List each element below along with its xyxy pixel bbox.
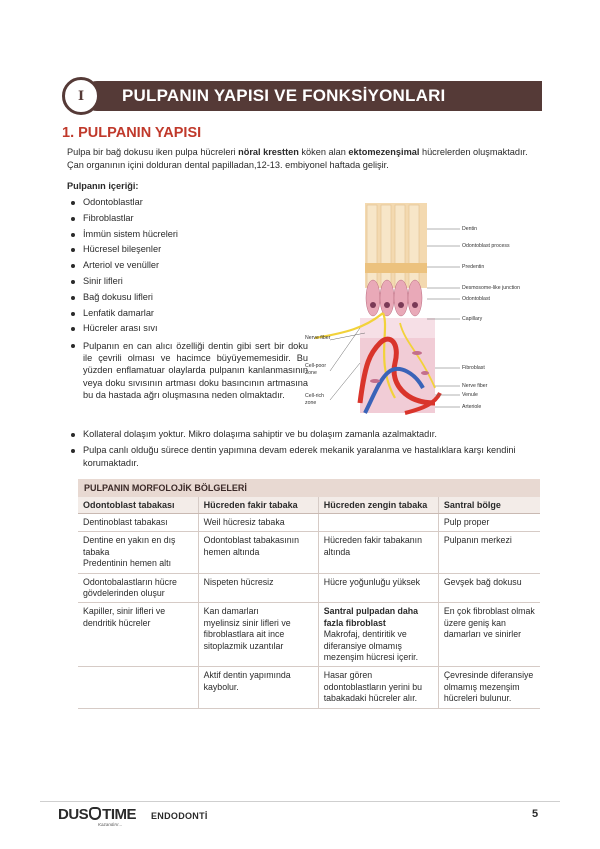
table-cell xyxy=(78,667,198,708)
diagram-label-capillary: Capillary xyxy=(462,316,483,322)
section-title: 1. PULPANIN YAPISI xyxy=(62,125,202,141)
bullet-dentin-production: Pulpa canlı olduğu sürece dentin yapımına devam ederek mekanik yaralanma ve hastalıklara karşı kendini korumaktadır. xyxy=(70,444,550,470)
pulp-diagram xyxy=(305,203,545,418)
table-row xyxy=(78,514,540,532)
diagram-label-cell-rich: Cell-rich xyxy=(305,393,325,399)
footer-subject: ENDODONTİ xyxy=(151,811,208,821)
table-cell: Dentine en yakın en dış tabaka Predentinin hemen altı xyxy=(78,532,198,573)
table-header: Santral bölge xyxy=(438,497,540,514)
list-item: Bağ dokusu lifleri xyxy=(70,290,300,306)
table-cell: Odontoblast tabakasının hemen altında xyxy=(198,532,318,573)
table-cell: Nispeten hücresiz xyxy=(198,573,318,603)
list-item: İmmün sistem hücreleri xyxy=(70,227,300,243)
diagram-label-cell-rich-zone: zone xyxy=(305,400,317,406)
table-cell: Pulp proper xyxy=(438,514,540,532)
logo-text-time: TIME xyxy=(102,806,137,823)
diagram-label-fibroblast: Fibroblast xyxy=(462,365,485,371)
list-item: Lenfatik damarlar xyxy=(70,306,300,322)
table-header: Hücreden zengin tabaka xyxy=(318,497,438,514)
diagram-label-cell-poor-zone: Zone xyxy=(305,370,317,376)
list-item: Hücresel bileşenler xyxy=(70,242,300,258)
table-row xyxy=(78,532,540,573)
list-item: Arteriol ve venüller xyxy=(70,258,300,274)
table-cell: Dentinoblast tabakası xyxy=(78,514,198,532)
chapter-title: PULPANIN YAPISI VE FONKSİYONLARI xyxy=(122,86,446,105)
table-cell: Kan damarları myelinsiz sinir lifleri ve fibroblastlara ait ince sitoplazmik uzantılar xyxy=(198,603,318,667)
logo-tagline: Kazandırır... xyxy=(98,822,123,827)
bullet-collateral: Kollateral dolaşım yoktur. Mikro dolaşıma sahiptir ve bu dolaşım zamanla azalmaktadır. xyxy=(70,428,550,441)
logo-text-dus: DUS xyxy=(58,806,89,823)
contents-title: Pulpanın içeriği: xyxy=(67,181,139,191)
table-cell: Odontobalastların hücre gövdelerinden oluşur xyxy=(78,573,198,603)
footer-divider xyxy=(40,801,560,802)
list-item: Hücreler arası sıvı xyxy=(70,321,300,337)
list-item: Sinir lifleri xyxy=(70,274,300,290)
diagram-label-nerve-fiber-right: Nerve fiber xyxy=(462,383,488,389)
table-cell: Hasar gören odontoblastların yerini bu tabakadaki hücreler alır. xyxy=(318,667,438,708)
contents-list xyxy=(70,195,300,337)
table-cell: Hücre yoğunluğu yüksek xyxy=(318,573,438,603)
pulp-diagram-illustration xyxy=(305,203,545,418)
table-cell: Hücreden fakir tabakanın altında xyxy=(318,532,438,573)
table-cell: Gevşek bağ dokusu xyxy=(438,573,540,603)
morphology-table xyxy=(78,479,540,709)
table-row xyxy=(78,573,540,603)
table-grid xyxy=(78,497,540,709)
table-cell: En çok fibroblast olmak üzere geniş kan damarları ve sinirler xyxy=(438,603,540,667)
tooth-icon xyxy=(89,807,101,820)
page-number: 5 xyxy=(532,808,539,820)
diagram-label-nerve-fiber: Nerve fiber xyxy=(305,335,331,341)
list-item: Fibroblastlar xyxy=(70,211,300,227)
table-cell: Pulpanın merkezi xyxy=(438,532,540,573)
table-cell: Aktif dentin yapımında kaybolur. xyxy=(198,667,318,708)
diagram-label-venule: Venule xyxy=(462,392,478,398)
table-cell xyxy=(318,603,438,667)
table-row xyxy=(78,667,540,708)
table-header: Hücreden fakir tabaka xyxy=(198,497,318,514)
list-item-long: Pulpanın en can alıcı özelliği dentin gibi sert bir doku ile çevrili olması ve hacimce büyüyememesidir. Bu yüzden enflamatuar olaylarda pulpanın kanlanmasının veya doku sıvısının artması doku basıncının artmasına bu da hastada ağrı oluşmasına neden olmaktadır. xyxy=(70,340,308,401)
table-header: Odontoblast tabakası xyxy=(78,497,198,514)
diagram-label-odontoblast-process: Odontoblast process xyxy=(462,243,510,249)
diagram-label-odontoblast: Odontoblast xyxy=(462,296,490,302)
chapter-number-badge xyxy=(62,77,100,115)
diagram-label-arteriole: Arteriole xyxy=(462,404,482,410)
table-cell-text: Makrofaj, dentiritik ve diferansiye olmamış mezenşim hücresi içerir. xyxy=(323,629,419,663)
diagram-label-predentin: Predentin xyxy=(462,264,485,270)
table-cell-bold: Santral pulpadan daha fazla fibroblast xyxy=(323,606,419,628)
dustime-logo xyxy=(58,806,148,828)
table-title: PULPANIN MORFOLOJİK BÖLGELERİ xyxy=(78,479,540,497)
section-intro: Pulpa bir bağ dokusu iken pulpa hücreleri nöral krestten köken alan ektomezenşimal hücrelerden oluşmaktadır. Çan organının içini dolduran dental papilladan,12-13. embiyonel haftada gelişir. xyxy=(67,147,528,170)
table-cell: Weil hücresiz tabaka xyxy=(198,514,318,532)
diagram-label-desmosome: Desmosome-like junction xyxy=(462,285,520,291)
chapter-number: I xyxy=(77,88,85,104)
table-cell: Çevresinde diferansiye olmamış mezenşim hücreleri bulunur. xyxy=(438,667,540,708)
list-item: Odontoblastlar xyxy=(70,195,300,211)
table-cell: Kapiller, sinir lifleri ve dendritik hücreler xyxy=(78,603,198,667)
table-cell xyxy=(318,514,438,532)
table-header-row xyxy=(78,497,540,514)
table-row xyxy=(78,603,540,667)
diagram-label-dentin: Dentin xyxy=(462,226,477,232)
diagram-label-cell-poor: Cell-poor xyxy=(305,363,327,369)
chapter-banner xyxy=(62,77,542,115)
